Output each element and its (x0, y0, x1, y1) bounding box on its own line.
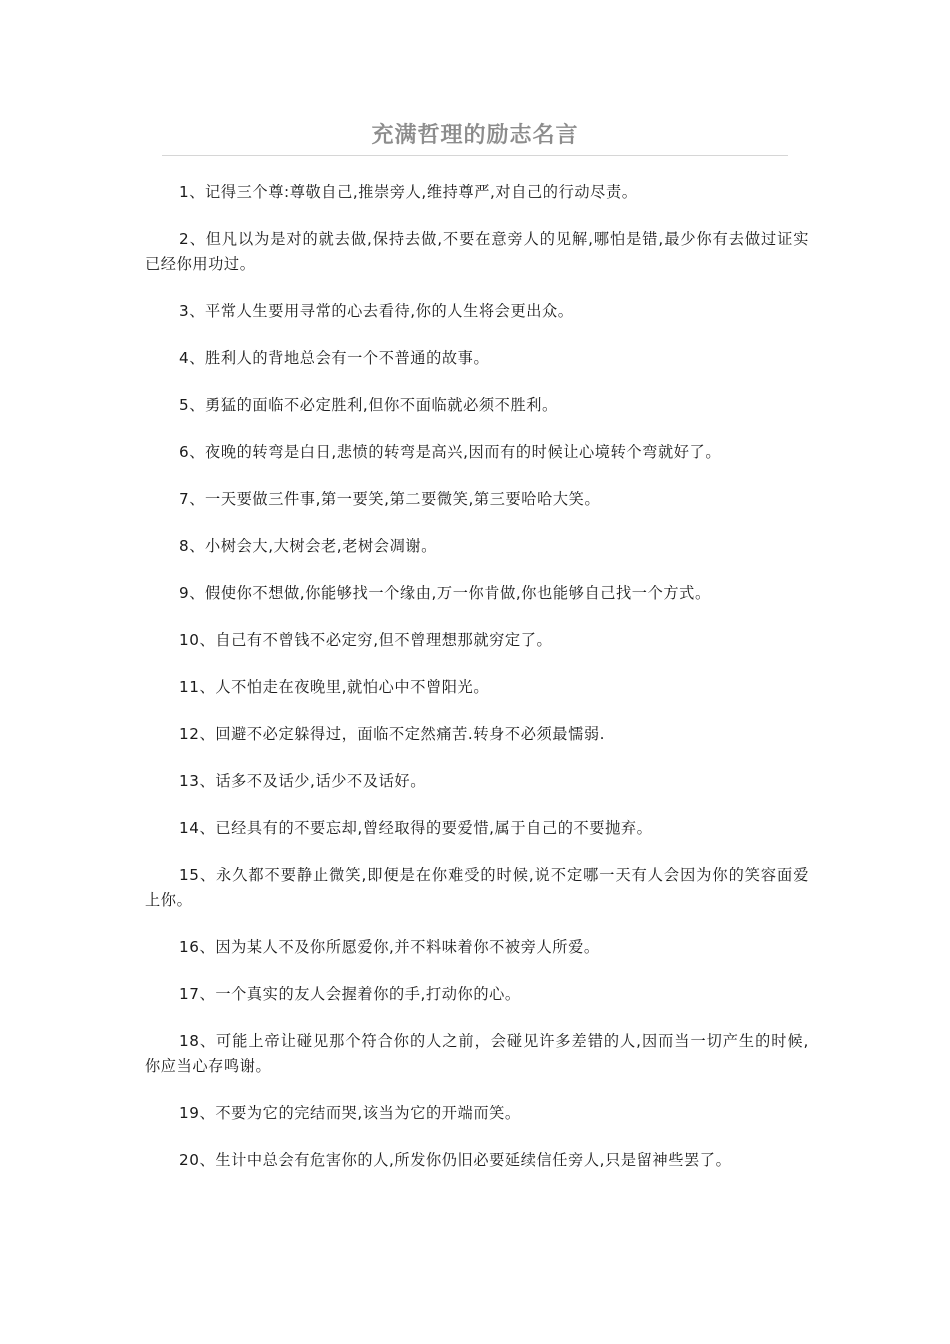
quote-item: 15、永久都不要静止微笑,即便是在你难受的时候,说不定哪一天有人会因为你的笑容面爱上你。 (145, 866, 809, 909)
quote-item: 5、勇猛的面临不必定胜利,但你不面临就必须不胜利。 (179, 396, 558, 414)
document-title: 充满哲理的励志名言 (371, 122, 579, 148)
quote-item: 11、人不怕走在夜晚里,就怕心中不曾阳光。 (179, 678, 490, 696)
quote-item: 18、可能上帝让碰见那个符合你的人之前，会碰见许多差错的人,因而当一切产生的时候,你应当心存鸣谢。 (145, 1032, 809, 1075)
quote-item: 12、回避不必定躲得过，面临不定然痛苦.转身不必须最懦弱. (179, 725, 606, 743)
quote-item: 3、平常人生要用寻常的心去看待,你的人生将会更出众。 (179, 302, 574, 320)
quote-item: 8、小树会大,大树会老,老树会凋谢。 (179, 537, 437, 555)
quote-item: 16、因为某人不及你所愿爱你,并不料味着你不被旁人所爱。 (179, 938, 600, 956)
quote-item: 9、假使你不想做,你能够找一个缘由,万一你肯做,你也能够自己找一个方式。 (179, 584, 711, 602)
title-divider (162, 155, 788, 156)
quote-item: 10、自己有不曾钱不必定穷,但不曾理想那就穷定了。 (179, 631, 553, 649)
quote-item: 7、一天要做三件事,第一要笑,第二要微笑,第三要哈哈大笑。 (179, 490, 601, 508)
quote-item: 17、一个真实的友人会握着你的手,打动你的心。 (179, 985, 521, 1003)
quote-item: 19、不要为它的完结而哭,该当为它的开端而笑。 (179, 1104, 521, 1122)
quote-item: 14、已经具有的不要忘却,曾经取得的要爱惜,属于自己的不要抛弃。 (179, 819, 653, 837)
quote-item: 20、生计中总会有危害你的人,所发你仍旧必要延续信任旁人,只是留神些罢了。 (179, 1151, 732, 1169)
quote-item: 1、记得三个尊:尊敬自己,推崇旁人,维持尊严,对自己的行动尽责。 (179, 183, 638, 201)
quote-item: 6、夜晚的转弯是白日,悲愤的转弯是高兴,因而有的时候让心境转个弯就好了。 (179, 443, 722, 461)
quote-list (145, 180, 809, 1173)
quote-item: 4、胜利人的背地总会有一个不普通的故事。 (179, 349, 490, 367)
quote-item: 2、但凡以为是对的就去做,保持去做,不要在意旁人的见解,哪怕是错,最少你有去做过证实已经你用功过。 (145, 230, 809, 273)
quote-item: 13、话多不及话少,话少不及话好。 (179, 772, 426, 790)
